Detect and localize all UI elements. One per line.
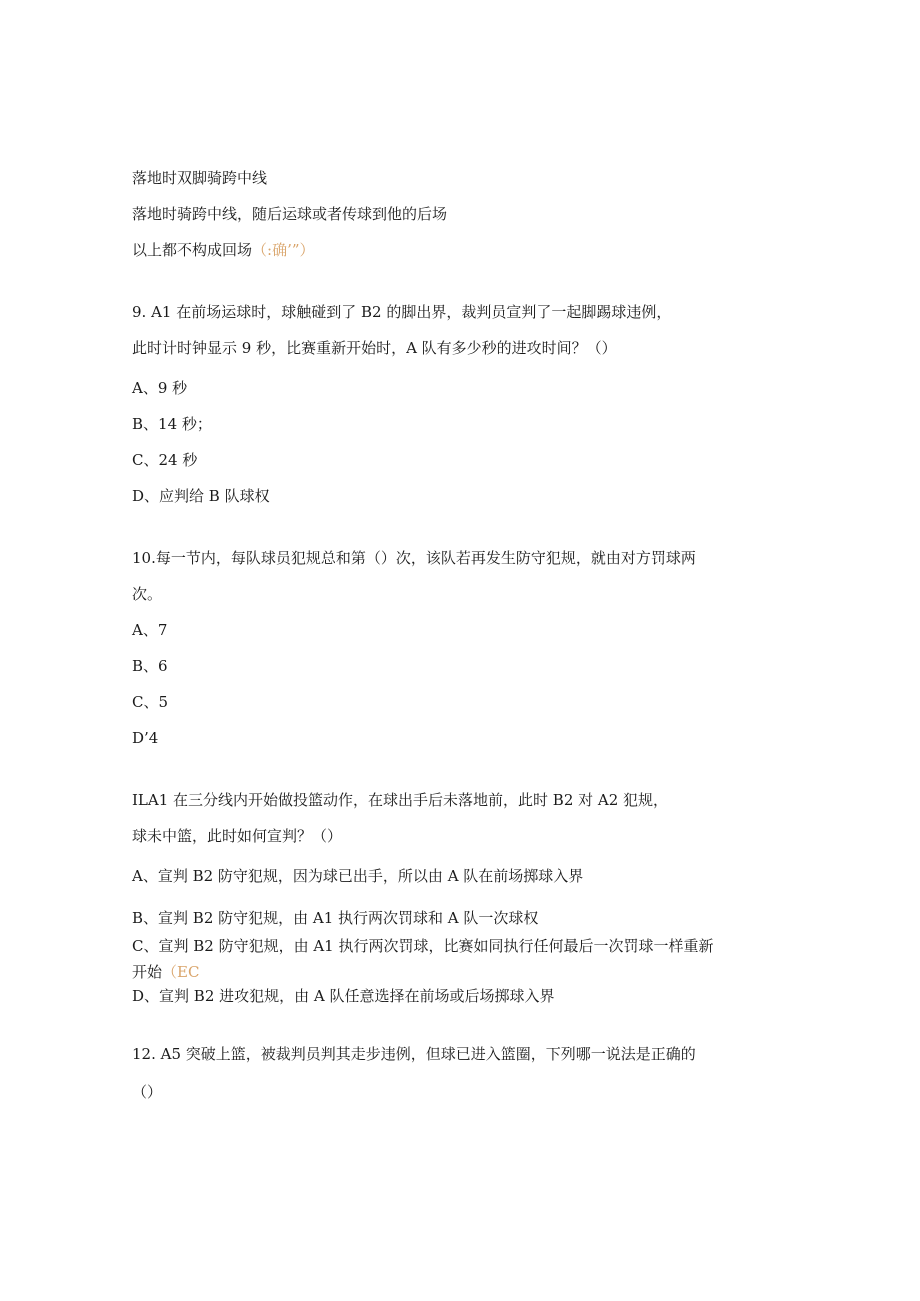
- q9-stem-line2: 此时计时钟显示 9 秒，比赛重新开始时，A 队有多少秒的进攻时间？（）: [132, 339, 617, 357]
- prev-option-3: [132, 240, 315, 260]
- q11-stem-line1: ILA1 在三分线内开始做投篮动作，在球出手后未落地前，此时 B2 对 A2 犯规，: [132, 791, 669, 809]
- q10-option-c: C、5: [132, 693, 169, 711]
- q11-stem-line2: 球未中篮，此时如何宣判？（）: [132, 827, 343, 845]
- q10-stem-line2: 次。: [132, 585, 163, 603]
- q11-option-d: D、宣判 B2 进攻犯规，由 A 队任意选择在前场或后场掷球入界: [132, 987, 555, 1005]
- q10-stem-line1: 10.每一节内，每队球员犯规总和第（）次，该队若再发生防守犯规，就由对方罚球两: [132, 549, 696, 567]
- q11-option-c: C、宣判 B2 防守犯规，由 A1 执行两次罚球，比赛如同执行任何最后一次罚球一样重新: [132, 937, 714, 955]
- q12-stem-line2: （）: [132, 1083, 163, 1101]
- q9-option-b: B、14 秒；: [132, 415, 212, 433]
- q10-option-a: A、7: [132, 621, 168, 639]
- q11-option-c-cont: [132, 962, 199, 982]
- q9-option-d: D、应判给 B 队球权: [132, 487, 270, 505]
- q10-option-b: B、6: [132, 657, 168, 675]
- prev-option-3-text: 以上都不构成回场: [132, 241, 253, 259]
- q9-stem-line1: 9. A1 在前场运球时，球触碰到了 B2 的脚出界，裁判员宣判了一起脚踢球违例，: [132, 303, 672, 321]
- q11-option-b: B、宣判 B2 防守犯规，由 A1 执行两次罚球和 A 队一次球权: [132, 909, 539, 927]
- prev-option-1: 落地时双脚骑跨中线: [132, 169, 268, 187]
- q11-option-a: A、宣判 B2 防守犯规，因为球已出手，所以由 A 队在前场掷球入界: [132, 867, 584, 885]
- q9-option-a: A、9 秒: [132, 379, 188, 397]
- q12-stem-line1: 12. A5 突破上篮，被裁判员判其走步违例，但球已进入篮圈，下列哪一说法是正确的: [132, 1045, 696, 1063]
- prev-option-2: 落地时骑跨中线，随后运球或者传球到他的后场: [132, 205, 448, 223]
- q11-option-c-cont-text: 开始: [132, 963, 163, 981]
- prev-answer-mark: （:确’”）: [252, 241, 315, 259]
- q11-answer-mark: （EC: [162, 963, 200, 981]
- q10-option-d: D’4: [132, 729, 159, 747]
- q9-option-c: C、24 秒: [132, 451, 198, 469]
